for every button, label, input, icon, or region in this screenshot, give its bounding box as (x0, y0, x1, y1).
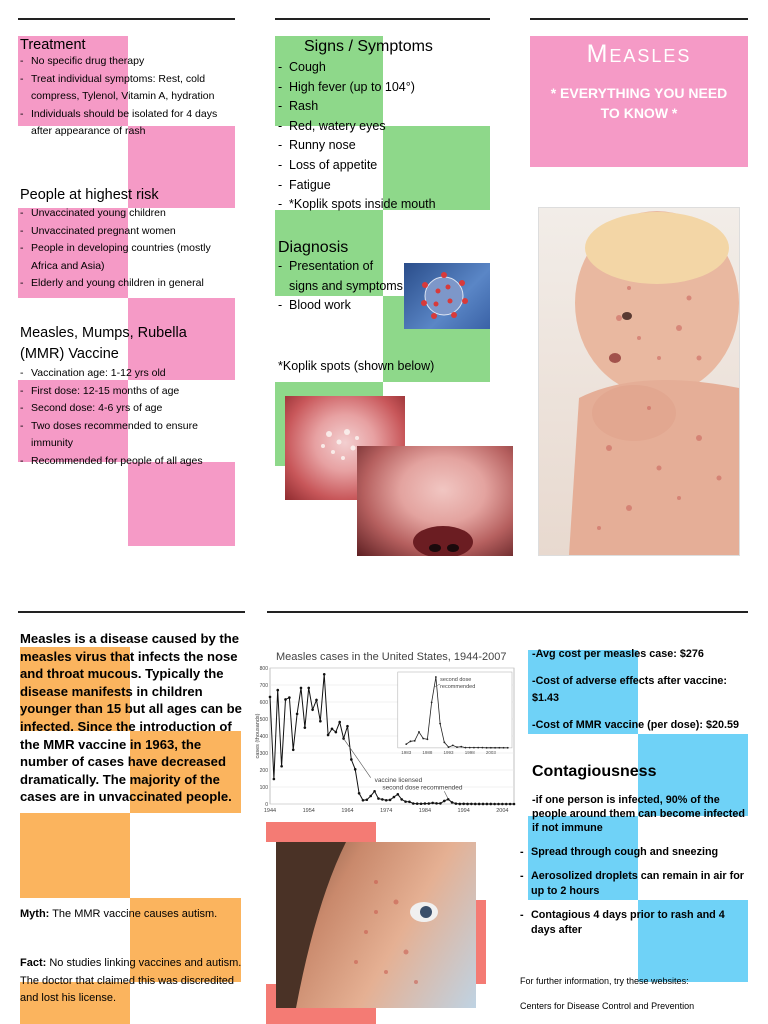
inset-x-tick-label: 1993 (443, 749, 454, 755)
intro-paragraph: Measles is a disease caused by the measles virus that infects the nose and throat mucous. Typically the disease manifests in children younger than 15 but all ages can be infected. Since the introduction of the MMR vaccine in 1963, the number of cases have decreased dramatically. The majority of the cases are in unvaccinated people. (20, 631, 242, 805)
data-point (482, 803, 485, 806)
risk-section (20, 187, 234, 293)
data-point (288, 696, 291, 699)
inset-data-point (469, 747, 471, 749)
data-point (443, 800, 446, 803)
inset-data-point (507, 747, 509, 749)
data-point (424, 802, 427, 805)
list-item: - Unvaccinated pregnant women (20, 223, 234, 241)
myth-label: Myth: (20, 908, 50, 920)
diagnosis-section (278, 239, 403, 316)
measles-cases-chart (252, 646, 518, 822)
inset-data-point (473, 747, 475, 749)
cost-item: -Avg cost per measles case: $276 (532, 648, 704, 660)
inset-data-point (443, 741, 445, 743)
inset-data-point (498, 747, 500, 749)
data-point (300, 687, 303, 690)
data-point (478, 803, 481, 806)
data-point (346, 725, 349, 728)
data-point (470, 803, 473, 806)
list-item: - High fever (up to 104°) (278, 78, 488, 98)
virus-image (404, 263, 490, 329)
pink-block (128, 462, 235, 546)
list-item: - Recommended for people of all ages (20, 453, 234, 471)
symptoms-heading: Signs / Symptoms (304, 38, 433, 55)
data-point (369, 795, 372, 798)
child-face-icon (276, 842, 476, 1008)
data-point (420, 802, 423, 805)
data-point (307, 687, 310, 690)
inset-data-point (422, 738, 424, 740)
inset-x-tick-label: 1988 (422, 749, 433, 755)
data-point (427, 802, 430, 805)
data-point (397, 793, 400, 796)
data-point (377, 797, 380, 800)
fact-label: Fact: (20, 957, 47, 969)
list-item: - Aerosolized droplets can remain in air for up to 2 hours (520, 869, 748, 900)
data-point (280, 765, 283, 768)
data-point (458, 803, 461, 806)
inset-data-point (465, 747, 467, 749)
data-point (431, 802, 434, 805)
inset-data-point (477, 747, 479, 749)
data-point (296, 713, 299, 716)
data-point (381, 798, 384, 801)
y-tick-label: 400 (259, 734, 268, 740)
cost-item: -Cost of adverse effects after vaccine: $1.43 (532, 674, 728, 704)
page-subtitle: * EVERYTHING YOU NEED TO KNOW * (550, 85, 728, 121)
list-item: - Cough (278, 58, 488, 78)
data-point (362, 799, 365, 802)
inset-annotation: recommended (440, 684, 476, 690)
data-point (304, 726, 307, 729)
y-tick-label: 500 (259, 717, 268, 723)
x-tick-label: 1954 (302, 808, 315, 814)
inset-data-point (431, 701, 433, 703)
data-point (366, 798, 369, 801)
y-tick-label: 600 (259, 700, 268, 706)
data-point (284, 698, 287, 701)
data-point (315, 699, 318, 702)
data-point (455, 802, 458, 805)
data-point (338, 721, 341, 724)
data-point (276, 689, 279, 692)
inset-data-point (456, 746, 458, 748)
y-tick-label: 700 (259, 683, 268, 689)
y-axis-label: cases (thousands) (255, 713, 261, 759)
chart-title: Measles cases in the United States, 1944-2007 (276, 651, 507, 663)
data-point (327, 734, 330, 737)
vaccine-heading: Measles, Mumps, Rubella (MMR) Vaccine (20, 325, 187, 362)
data-point (435, 802, 438, 805)
data-point (358, 792, 361, 795)
inset-data-point (503, 747, 505, 749)
data-point (331, 728, 334, 731)
data-point (513, 803, 516, 806)
data-point (462, 803, 465, 806)
y-tick-label: 800 (259, 666, 268, 672)
bottom-rule-right (267, 611, 748, 613)
symptoms-section (278, 38, 488, 215)
data-point (486, 803, 489, 806)
list-item: - Treat individual symptoms: Rest, cold compress, Tylenol, Vitamin A, hydration (20, 71, 234, 106)
diagnosis-heading: Diagnosis (278, 239, 349, 256)
list-item: - Unvaccinated young children (20, 205, 234, 223)
data-point (354, 768, 357, 771)
x-tick-label: 1984 (418, 808, 432, 814)
list-item: - Vaccination age: 1-12 yrs old (20, 365, 234, 383)
open-mouth-image (357, 446, 513, 556)
further-info: For further information, try these websites: (520, 976, 689, 986)
fact-text (20, 955, 242, 1008)
data-point (451, 801, 454, 804)
contagious-item: -if one person is infected, 90% of the people around them can become infected if not immune (532, 794, 745, 834)
x-tick-label: 2004 (496, 808, 509, 814)
list-item: - Contagious 4 days prior to rash and 4 days after (520, 908, 748, 939)
page-title: Measles (586, 40, 692, 68)
data-point (389, 799, 392, 802)
data-point (474, 803, 477, 806)
inset-data-point (448, 746, 450, 748)
list-item: - Individuals should be isolated for 4 days after appearance of rash (20, 106, 234, 141)
data-point (505, 803, 508, 806)
inset-data-point (481, 747, 483, 749)
list-item: - Two doses recommended to ensure immunity (20, 418, 234, 453)
title-box (530, 36, 748, 167)
salmon-block (266, 822, 376, 842)
inset-data-point (435, 676, 437, 678)
treatment-heading: Treatment (20, 37, 86, 53)
bottom-rule-left (18, 611, 245, 613)
inset-data-point (460, 746, 462, 748)
list-item: - Runny nose (278, 136, 488, 156)
data-point (493, 803, 496, 806)
inset-data-point (452, 744, 454, 746)
x-tick-label: 1964 (341, 808, 354, 814)
list-item: - Loss of appetite (278, 156, 488, 176)
y-tick-label: 100 (259, 785, 268, 791)
inset-x-tick-label: 1983 (401, 749, 412, 755)
top-rule-middle (275, 18, 490, 20)
y-tick-label: 200 (259, 768, 268, 774)
risk-heading: People at highest risk (20, 187, 159, 203)
data-point (439, 802, 442, 805)
x-tick-label: 1994 (457, 808, 470, 814)
data-point (408, 800, 411, 803)
cost-section (532, 646, 748, 734)
list-item: - Red, watery eyes (278, 117, 488, 137)
inset-x-tick-label: 1998 (464, 749, 475, 755)
data-point (292, 748, 295, 751)
data-point (311, 708, 314, 711)
fact-body: No studies linking vaccines and autism. The doctor that claimed this was discredited and lost his license. (20, 957, 242, 1004)
data-point (489, 803, 492, 806)
x-tick-label: 1974 (380, 808, 393, 814)
data-point (385, 799, 388, 802)
list-item: - Rash (278, 97, 488, 117)
data-point (335, 731, 338, 734)
list-item: - Presentation of signs and symptoms (278, 257, 403, 296)
inset-data-point (486, 747, 488, 749)
inset-annotation: second dose (440, 677, 472, 683)
virus-icon (404, 263, 490, 329)
inset-data-point (490, 747, 492, 749)
vaccine-section (20, 323, 234, 470)
list-item: - Second dose: 4-6 yrs of age (20, 400, 234, 418)
myth-body: The MMR vaccine causes autism. (52, 908, 218, 920)
list-item: - Spread through cough and sneezing (520, 845, 748, 861)
inset-data-point (418, 731, 420, 733)
data-point (323, 673, 326, 676)
myth-text (20, 906, 240, 922)
data-point (350, 758, 353, 761)
annotation-arrow (344, 739, 371, 778)
data-point (273, 778, 276, 781)
data-point (373, 790, 376, 793)
data-point (466, 803, 469, 806)
baby-icon (539, 208, 739, 555)
data-point (497, 803, 500, 806)
chart-area (252, 646, 518, 822)
inset-data-point (405, 743, 407, 745)
list-item: - People in developing countries (mostly Africa and Asia) (20, 240, 234, 275)
inset-x-tick-label: 2003 (485, 749, 496, 755)
data-point (319, 720, 322, 723)
annotation-arrow (444, 791, 448, 799)
list-item: - First dose: 12-15 months of age (20, 383, 234, 401)
top-rule-left (18, 18, 235, 20)
y-tick-label: 300 (259, 751, 268, 757)
orange-block (20, 813, 130, 898)
data-point (416, 802, 419, 805)
list-item: - Fatigue (278, 176, 488, 196)
top-rule-right (530, 18, 748, 20)
data-point (412, 802, 415, 805)
data-point (393, 796, 396, 799)
data-point (501, 803, 504, 806)
koplik-note: *Koplik spots (shown below) (278, 359, 435, 373)
treatment-section (20, 37, 234, 141)
list-item: - Elderly and young children in general (20, 275, 234, 293)
inset-data-point (427, 738, 429, 740)
contagious-heading: Contagiousness (532, 763, 657, 780)
list-item: - No specific drug therapy (20, 53, 234, 71)
annotation-second-dose: second dose recommended (382, 784, 463, 792)
cdc-link[interactable]: Centers for Disease Control and Prevention (520, 1001, 695, 1011)
inset-data-point (494, 747, 496, 749)
mouth-icon (357, 446, 513, 556)
list-item: - *Koplik spots inside mouth (278, 195, 488, 215)
x-tick-label: 1944 (263, 808, 277, 814)
inset-data-point (410, 740, 412, 742)
cost-item: -Cost of MMR vaccine (per dose): $20.59 (532, 718, 739, 731)
list-item: - Blood work (278, 296, 403, 316)
contagious-list (520, 845, 748, 939)
data-point (509, 803, 512, 806)
y-tick-label: 0 (265, 802, 268, 808)
inset-data-point (414, 740, 416, 742)
data-point (269, 696, 272, 699)
baby-with-rash-image (538, 207, 740, 556)
inset-data-point (439, 723, 441, 725)
annotation-vaccine-licensed: vaccine licensed (374, 776, 423, 784)
data-point (400, 798, 403, 801)
data-point (404, 800, 407, 803)
child-face-rash-image (276, 842, 476, 1008)
